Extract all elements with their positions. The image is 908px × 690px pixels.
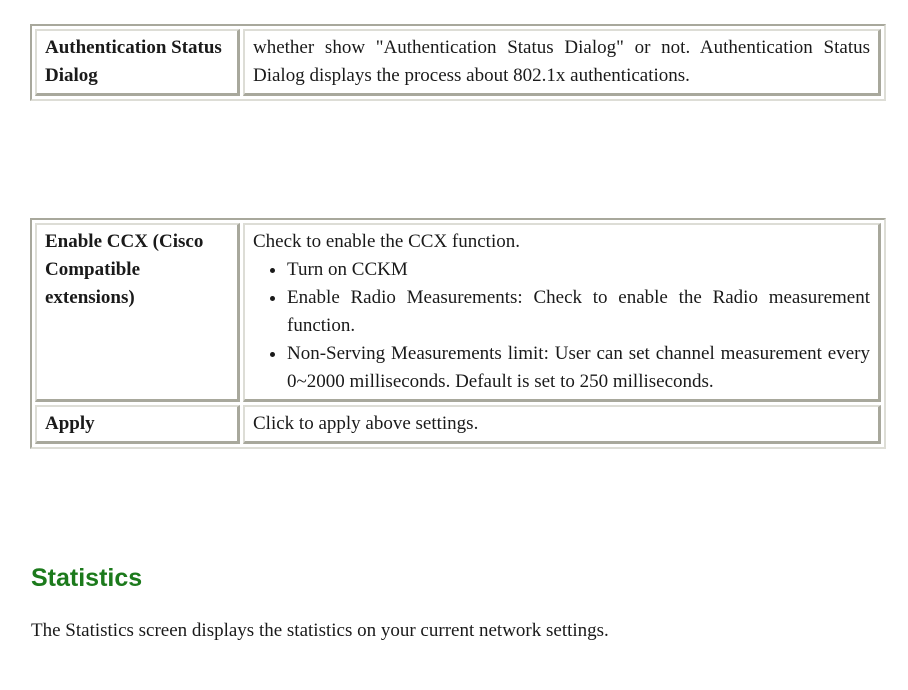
row-label-authentication-status-dialog: Authentication Status Dialog <box>35 29 240 96</box>
bullet-non-serving-measurements-limit: • Non-Serving Measurements limit: User can set channel measurement every 0~2000 milliseconds. Default is set to 250 milliseconds. <box>287 340 870 396</box>
ccx-settings-table <box>30 218 886 449</box>
auth-dialog-table <box>30 24 886 101</box>
table-row <box>35 405 881 444</box>
row-label-enable-ccx: Enable CCX (Cisco Compatible extensions) <box>35 223 240 402</box>
bullet-turn-on-cckm: • Turn on CCKM <box>287 256 870 284</box>
bullet-enable-radio-measurements: • Enable Radio Measurements: Check to enable the Radio measurement function. <box>287 284 870 340</box>
table-row <box>35 223 881 402</box>
table-row <box>35 29 881 96</box>
row-description-apply: Click to apply above settings. <box>243 405 881 444</box>
row-description-enable-ccx <box>243 223 881 402</box>
ccx-bullet-list <box>253 256 870 396</box>
statistics-heading: Statistics <box>31 564 143 592</box>
statistics-description: The Statistics screen displays the statistics on your current network settings. <box>31 620 609 641</box>
row-description-authentication-status-dialog: whether show "Authentication Status Dialog" or not. Authentication Status Dialog displays the process about 802.1x authentications. <box>243 29 881 96</box>
row-label-apply: Apply <box>35 405 240 444</box>
ccx-intro-text: Check to enable the CCX function. <box>253 231 520 252</box>
